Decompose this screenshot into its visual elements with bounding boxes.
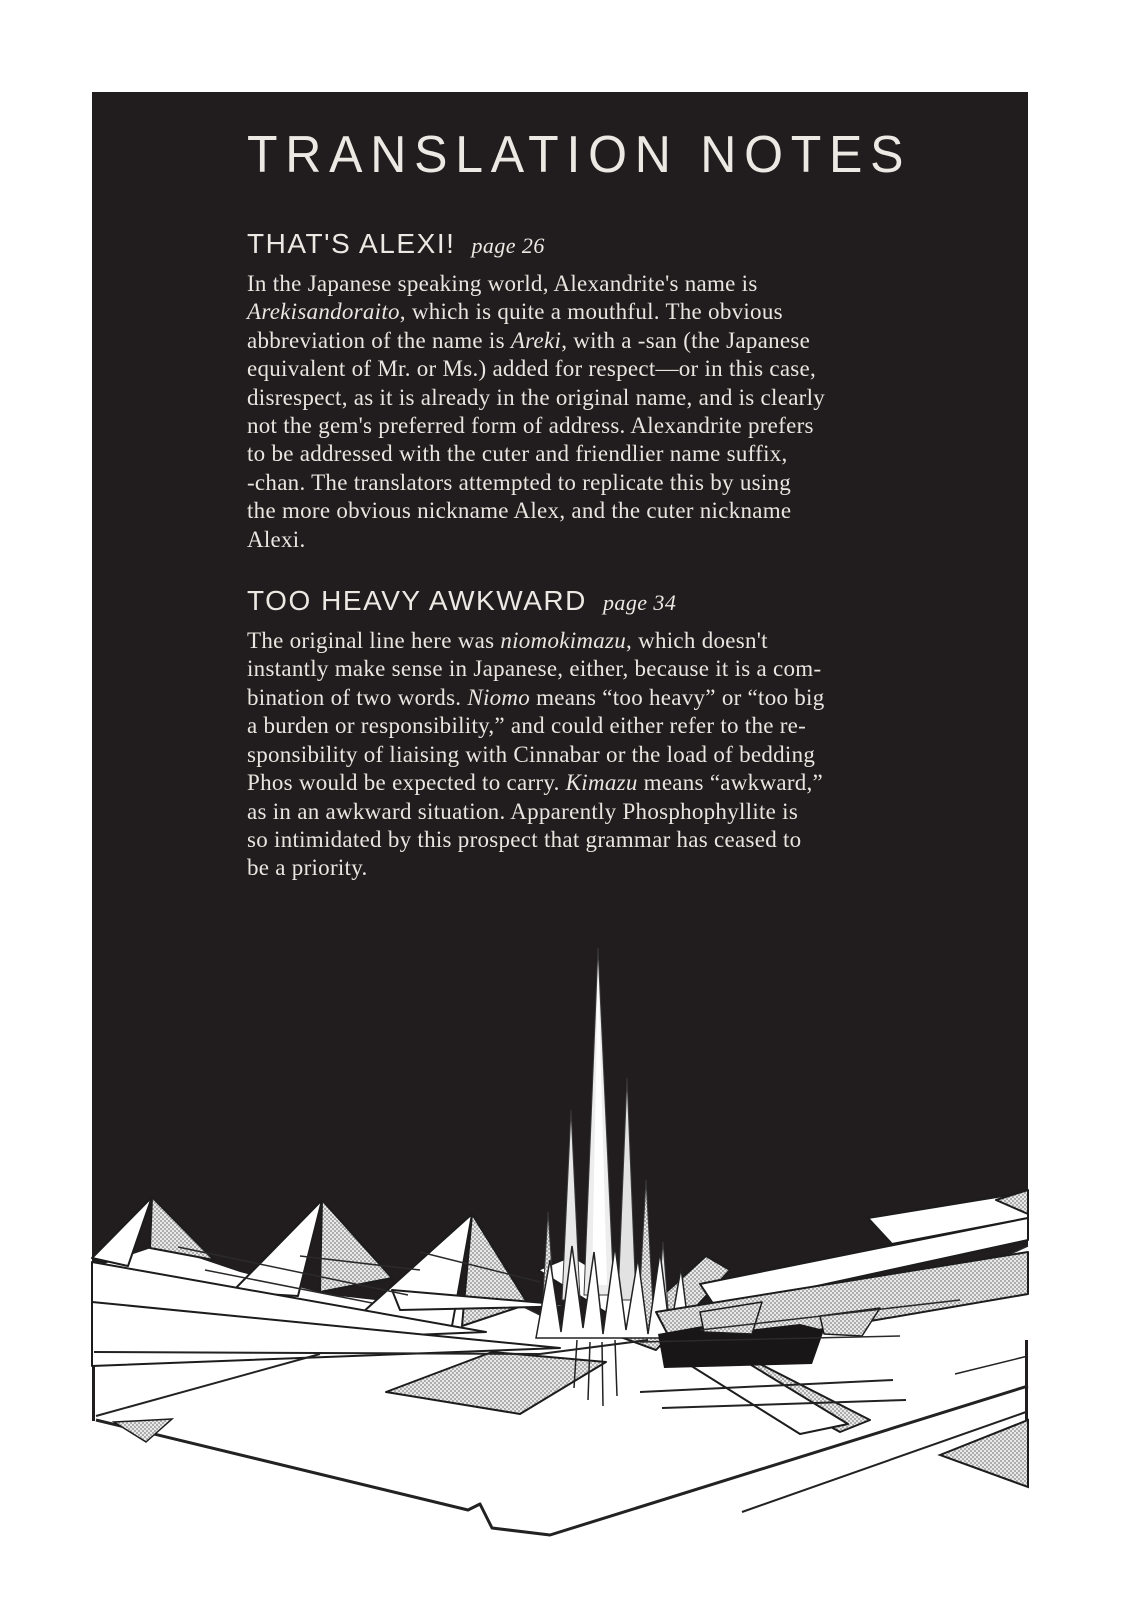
- section-heading-row: [247, 228, 895, 260]
- section-body-text: In the Japanese speaking world, Alexandrite's name is Arekisandoraito, which is quite a mouthful. The obvious abbreviation of the name is Areki, with a -san (the Japanese equivalent of Mr. or Ms.) added for respect—or in this case, disrespect, as it is already in the original name, and is clearly not the gem's preferred form of address. Alexandrite prefers to be addressed with the cuter and friendlier name suffix, -chan. The translators attempted to replicate this by using the more obvious nickname Alex, and the cuter nickname Alexi.: [247, 271, 826, 552]
- section-thats-alexi: [247, 228, 895, 554]
- section-heading: TOO HEAVY AWKWARD: [247, 585, 587, 617]
- page-title: TRANSLATION NOTES: [247, 124, 912, 184]
- section-heading-row: [247, 585, 895, 617]
- page-reference: page 26: [471, 233, 545, 258]
- section-body-text: The original line here was niomokimazu, which doesn't instantly make sense in Japanese, either, because it is a com- bination of two words. Niomo means “too heavy” or “too big a burden or responsibility,” and could either refer to the re- sponsibility of liaising with Cinnabar or the load of bedding Phos would be expected to carry. Kimazu means “awkward,” as in an awkward situation. Apparently Phosphophyllite is so intimidated by this prospect that grammar has ceased to be a priority.: [247, 628, 825, 881]
- section-too-heavy-awkward: [247, 585, 895, 883]
- section-heading: THAT'S ALEXI!: [247, 228, 456, 259]
- translation-notes-panel: [247, 124, 912, 883]
- page-reference: page 34: [602, 590, 677, 616]
